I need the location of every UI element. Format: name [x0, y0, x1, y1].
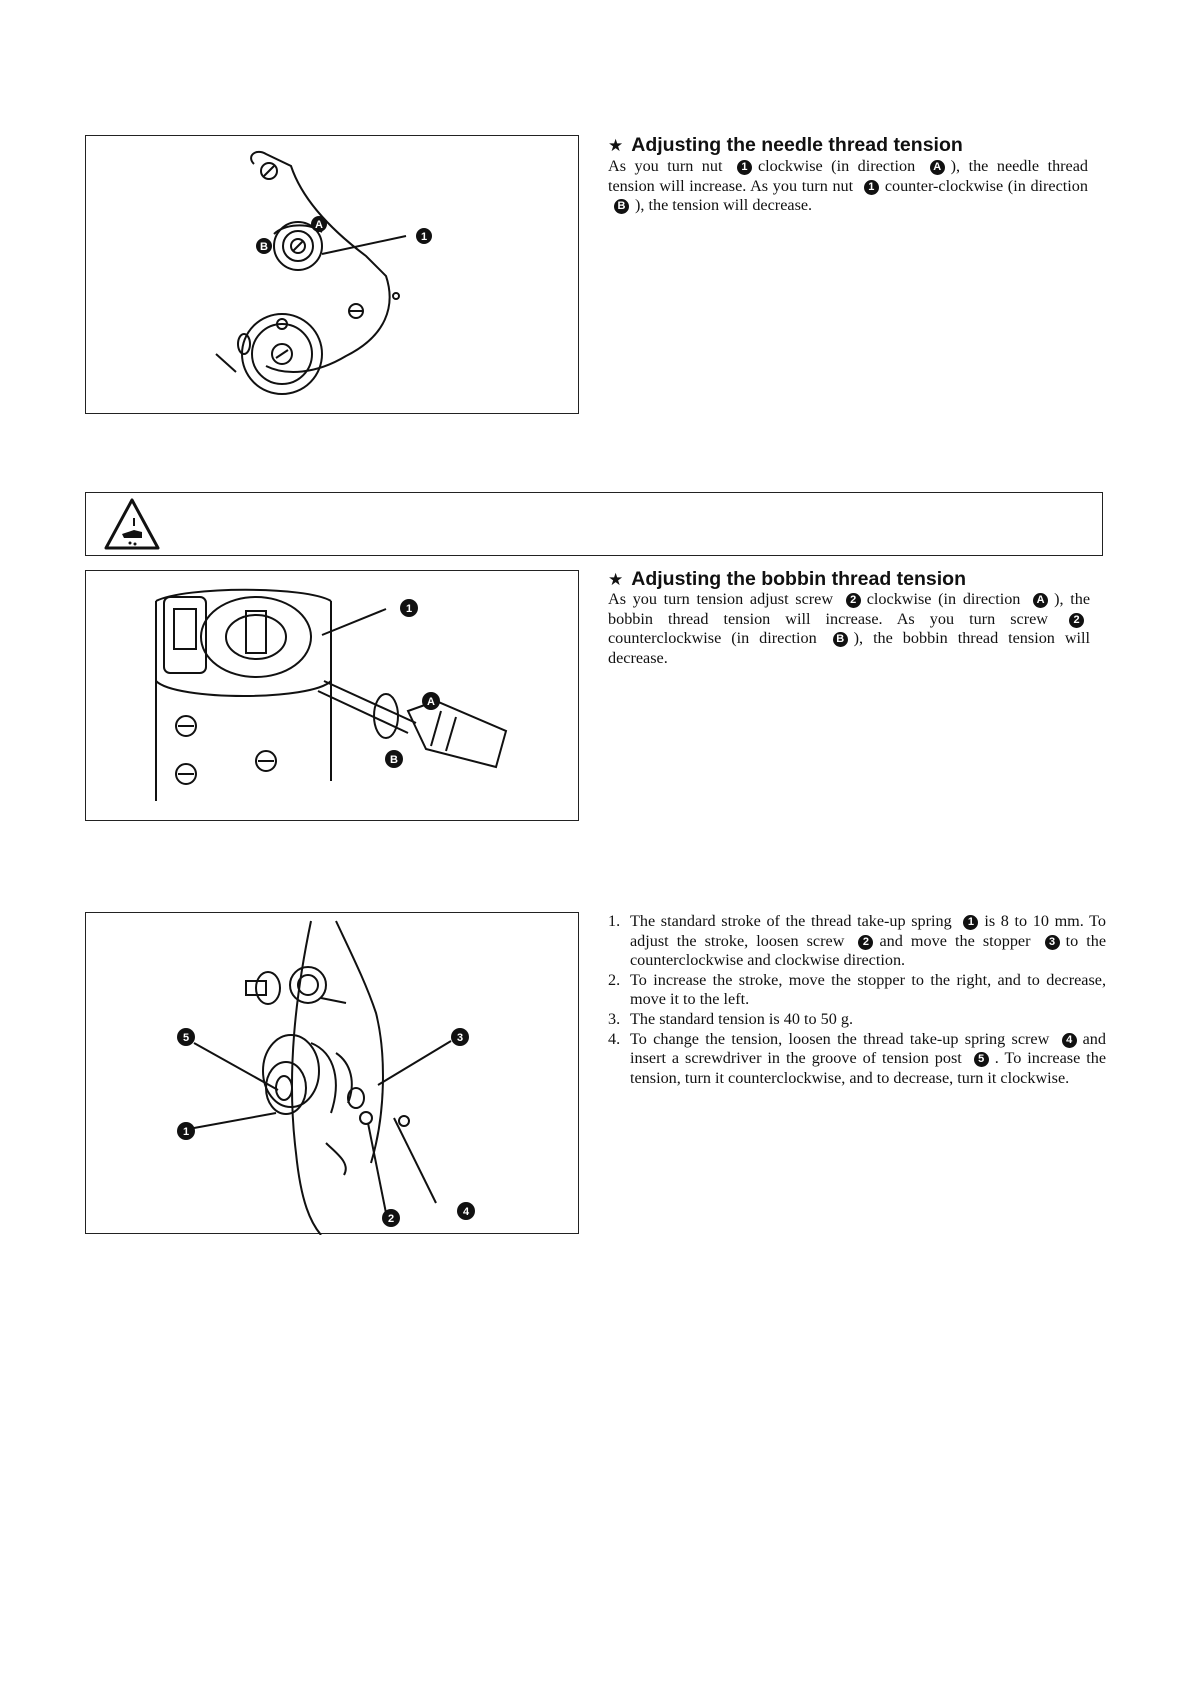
ref-marker-2: 2 — [1069, 613, 1084, 628]
callout-2 — [382, 1209, 400, 1227]
step-item — [608, 1010, 1106, 1030]
svg-text:4: 4 — [462, 1206, 470, 1218]
callout-a — [311, 216, 327, 232]
take-up-spring-illustration — [86, 913, 580, 1235]
svg-text:A: A — [315, 219, 323, 231]
step-item — [608, 912, 1106, 971]
svg-text:1: 1 — [420, 231, 428, 243]
hand-caution-icon — [100, 494, 164, 554]
text-run: . To increase the tension, turn it counterclockwise, and to decrease, turn it clockwise. — [630, 1049, 1107, 1087]
needle-tension-instructions — [608, 157, 1088, 216]
text-run: ), the tension will decrease. — [635, 196, 813, 215]
callout-a — [422, 692, 440, 710]
callout-1 — [416, 228, 432, 244]
ref-marker-a: A — [1033, 593, 1048, 608]
text-run: ), the bobbin thread tension will increase. As you turn screw — [608, 590, 1091, 628]
caution-box — [85, 492, 1103, 556]
figure-needle-thread-tension — [85, 135, 579, 414]
svg-text:B: B — [260, 241, 268, 253]
ref-marker-b: B — [614, 199, 629, 214]
ref-marker-4: 4 — [1062, 1033, 1077, 1048]
star-icon: ★ — [608, 570, 624, 589]
text-run: ), the bobbin thread tension will decrease. — [608, 629, 1091, 667]
heading-bobbin-thread-tension: ★ Adjusting the bobbin thread tension — [608, 568, 966, 590]
callout-1 — [400, 599, 418, 617]
step-number: 3. — [608, 1009, 621, 1028]
text-run: and move the stopper — [879, 931, 1031, 950]
callout-3 — [451, 1028, 469, 1046]
ref-marker-3: 3 — [1045, 935, 1060, 950]
step-item — [608, 1030, 1106, 1089]
text-run: The standard stroke of the thread take-up spring — [630, 912, 952, 930]
bobbin-tension-instructions — [608, 590, 1090, 668]
text-run: As you turn nut — [608, 157, 723, 175]
heading-needle-thread-tension: ★ Adjusting the needle thread tension — [608, 134, 963, 156]
callout-b — [256, 238, 272, 254]
callout-b — [385, 750, 403, 768]
svg-text:1: 1 — [405, 603, 413, 615]
ref-marker-1: 1 — [864, 180, 879, 195]
ref-marker-a: A — [930, 160, 945, 175]
ref-marker-2: 2 — [858, 935, 873, 950]
text-run: clockwise (in direction — [866, 590, 1021, 608]
text-run: counter-clockwise (in direction — [884, 176, 1088, 195]
svg-text:B: B — [390, 754, 398, 766]
svg-text:2: 2 — [387, 1213, 395, 1225]
callout-4 — [457, 1202, 475, 1220]
text-run: is 8 to 10 mm. To adjust the stroke, loosen screw — [630, 912, 1107, 950]
bobbin-tension-illustration — [86, 571, 580, 822]
text-run: clockwise (in direction — [757, 157, 916, 175]
figure-bobbin-thread-tension — [85, 570, 579, 821]
step-number: 4. — [608, 1029, 621, 1048]
ref-marker-1: 1 — [963, 915, 978, 930]
callout-1 — [177, 1122, 195, 1140]
star-icon: ★ — [608, 136, 624, 155]
step-item — [608, 971, 1106, 1010]
svg-text:1: 1 — [182, 1126, 190, 1138]
step-number: 1. — [608, 912, 621, 930]
ref-marker-2: 2 — [846, 593, 861, 608]
text-run: to the counterclockwise and clockwise direction. — [630, 931, 1107, 970]
text-run: As you turn tension adjust screw — [608, 590, 834, 608]
text-run: To increase the stroke, move the stopper to the right, and to decrease, move it to the left. — [630, 970, 1106, 1009]
text-run: ), the needle thread tension will increase. As you turn nut — [608, 157, 1089, 195]
text-run: and insert a screwdriver in the groove of tension post — [630, 1029, 1106, 1068]
ref-marker-b: B — [833, 632, 848, 647]
text-run: To change the tension, loosen the thread take-up spring screw — [630, 1029, 1050, 1048]
text-run: counterclockwise (in direction — [608, 629, 817, 648]
needle-tension-illustration — [86, 136, 580, 415]
figure-thread-take-up-spring — [85, 912, 579, 1234]
svg-text:5: 5 — [182, 1032, 190, 1044]
ref-marker-1: 1 — [737, 160, 752, 175]
step-number: 2. — [608, 970, 621, 989]
callout-5 — [177, 1028, 195, 1046]
svg-text:3: 3 — [456, 1032, 464, 1044]
svg-text:A: A — [427, 696, 435, 708]
take-up-spring-steps — [608, 912, 1106, 1088]
ref-marker-5: 5 — [974, 1052, 989, 1067]
text-run: The standard tension is 40 to 50 g. — [630, 1009, 853, 1028]
